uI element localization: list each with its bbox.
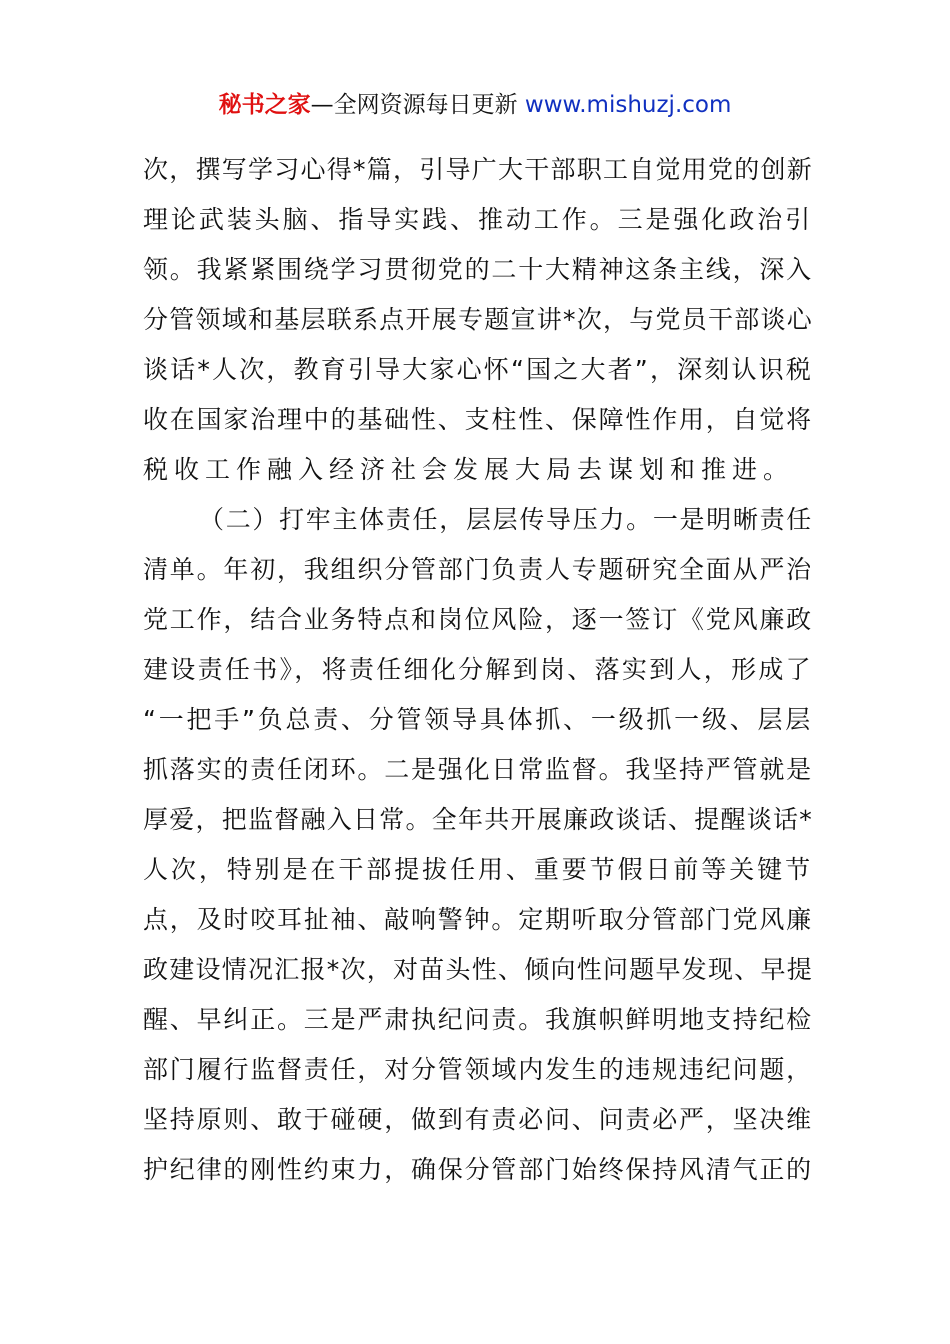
text-line: 分管领域和基层联系点开展专题宣讲*次，与党员干部谈心	[143, 305, 813, 334]
page-header	[0, 88, 950, 122]
text-line: 点，及时咬耳扯袖、敲响警钟。定期听取分管部门党风廉	[143, 905, 813, 934]
brand-name: 秘书之家	[218, 92, 311, 118]
text-line: 人次，特别是在干部提拔任用、重要节假日前等关键节	[143, 855, 813, 884]
text-line: 厚爱，把监督融入日常。全年共开展廉政谈话、提醒谈话*	[143, 805, 813, 834]
text-line: 部门履行监督责任，对分管领域内发生的违规违纪问题，	[143, 1055, 813, 1084]
text-line: 醒、早纠正。三是严肃执纪问责。我旗帜鲜明地支持纪检	[143, 1005, 813, 1034]
text-line: 税收工作融入经济社会发展大局去谋划和推进。	[143, 455, 795, 484]
text-line: 领。我紧紧围绕学习贯彻党的二十大精神这条主线，深入	[143, 255, 813, 284]
header-separator: —	[310, 92, 334, 118]
paragraph-first-line: （二）打牢主体责任，层层传导压力。一是明晰责任	[199, 505, 813, 534]
text-line: 政建设情况汇报*次，对苗头性、倾向性问题早发现、早提	[143, 955, 813, 984]
text-line: 谈话*人次，教育引导大家心怀“国之大者”，深刻认识税	[143, 355, 813, 384]
text-line: 理论武装头脑、指导实践、推动工作。三是强化政治引	[143, 205, 813, 234]
text-line: 清单。年初，我组织分管部门负责人专题研究全面从严治	[143, 555, 813, 584]
text-line: 收在国家治理中的基础性、支柱性、保障性作用，自觉将	[143, 405, 813, 434]
document-body	[143, 145, 813, 1195]
text-line: 建设责任书》，将责任细化分解到岗、落实到人，形成了	[143, 655, 813, 684]
header-url-link[interactable]: www.mishuzj.com	[524, 92, 732, 118]
text-line: 次，撰写学习心得*篇，引导广大干部职工自觉用党的创新	[143, 155, 813, 184]
text-line: 党工作，结合业务特点和岗位风险，逐一签订《党风廉政	[143, 605, 813, 634]
text-line: 护纪律的刚性约束力，确保分管部门始终保持风清气正的	[143, 1155, 813, 1184]
header-tagline: 全网资源每日更新	[333, 92, 525, 118]
text-line: 抓落实的责任闭环。二是强化日常监督。我坚持严管就是	[143, 755, 813, 784]
text-line: 坚持原则、敢于碰硬，做到有责必问、问责必严，坚决维	[143, 1105, 813, 1134]
text-line: “一把手”负总责、分管领导具体抓、一级抓一级、层层	[143, 705, 813, 734]
